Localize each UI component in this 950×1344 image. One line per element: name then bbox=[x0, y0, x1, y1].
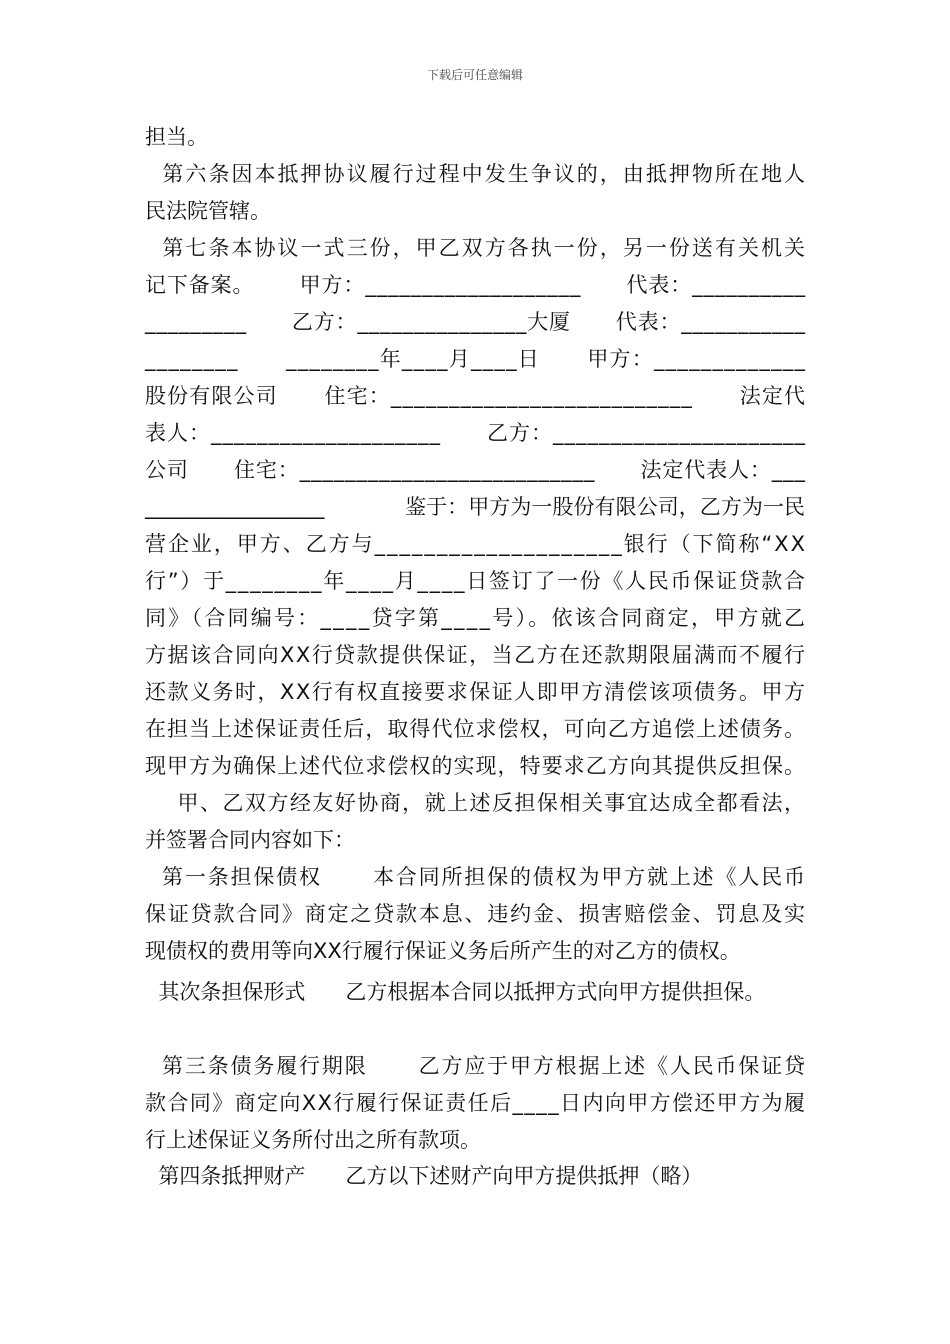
body-line: 第三条债务履行期限 乙方应于甲方根据上述《人民币保证贷 bbox=[145, 1054, 807, 1078]
body-line: _________ 乙方：_______________大厦 代表：___________ bbox=[145, 310, 806, 334]
body-line: 并签署合同内容如下： bbox=[145, 828, 355, 852]
body-line: 同》（合同编号：____贷字第____号）。依该合同商定，甲方就乙 bbox=[145, 606, 808, 630]
body-line: _________________ 鉴于：甲方为一股份有限公司，乙方为一民 bbox=[145, 495, 806, 519]
body-line: ________ ________年____月____日 甲方：_____________ bbox=[145, 347, 807, 371]
body-line: 股份有限公司 住宅：__________________________ 法定代 bbox=[145, 384, 807, 408]
body-line: 在担当上述保证责任后，取得代位求偿权，可向乙方追偿上述债务。 bbox=[145, 717, 807, 741]
body-line: 民法院管辖。 bbox=[145, 199, 271, 223]
body-line: 现债权的费用等向XX行履行保证义务后所产生的对乙方的债权。 bbox=[145, 939, 741, 963]
body-line: 方据该合同向XX行贷款提供保证，当乙方在还款期限届满而不履行 bbox=[145, 643, 807, 667]
body-line: 记下备案。 甲方：___________________ 代表：__________ bbox=[145, 273, 806, 297]
body-line: 第六条因本抵押协议履行过程中发生争议的，由抵押物所在地人 bbox=[145, 162, 808, 186]
body-line: 行”）于________年____月____日签订了一份《人民币保证贷款合 bbox=[145, 569, 807, 593]
body-line: 保证贷款合同》商定之贷款本息、违约金、损害赔偿金、罚息及实 bbox=[145, 902, 807, 926]
body-line: 第七条本协议一式三份，甲乙双方各执一份，另一份送有关机关 bbox=[145, 236, 808, 260]
body-line: 公司 住宅：__________________________ 法定代表人：___ bbox=[145, 458, 806, 482]
body-line: 行上述保证义务所付出之所有款项。 bbox=[145, 1128, 481, 1152]
body-line: 现甲方为确保上述代位求偿权的实现，特要求乙方向其提供反担保。 bbox=[145, 754, 807, 778]
body-line: 担当。 bbox=[145, 125, 208, 149]
body-line: 甲、乙双方经友好协商，就上述反担保相关事宜达成全都看法， bbox=[145, 791, 807, 815]
body-line: 还款义务时，XX行有权直接要求保证人即甲方清偿该项债务。甲方 bbox=[145, 680, 807, 704]
body-line: 第四条抵押财产 乙方以下述财产向甲方提供抵押（略） bbox=[145, 1164, 703, 1188]
body-line: 其次条担保形式 乙方根据本合同以抵押方式向甲方提供担保。 bbox=[145, 980, 766, 1004]
page-header: 下载后可任意编辑 bbox=[426, 68, 523, 82]
body-line: 款合同》商定向XX行履行保证责任后____日内向甲方偿还甲方为履 bbox=[145, 1091, 807, 1115]
body-line: 表人：____________________ 乙方：______________________ bbox=[145, 421, 806, 445]
body-line: 营企业，甲方、乙方与____________________银行（下简称“XX bbox=[145, 532, 807, 556]
body-line: 第一条担保债权 本合同所担保的债权为甲方就上述《人民币 bbox=[145, 865, 807, 889]
